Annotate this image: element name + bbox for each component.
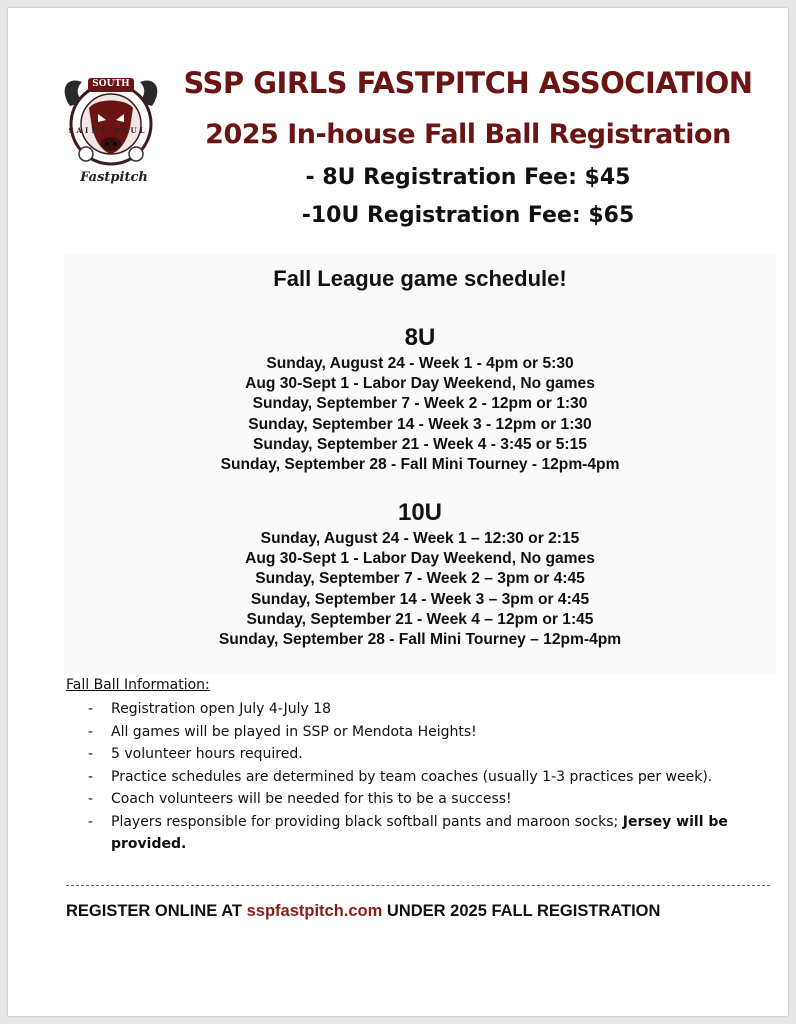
flyer-page [8,8,788,1016]
info-item-bold: Jersey will be provided. [111,813,728,852]
schedule-8u-list [64,354,776,475]
register-suffix: UNDER 2025 FALL REGISTRATION [386,902,661,920]
info-item: - Coach volunteers will be needed for this to be a success! [88,791,512,807]
info-item: - All games will be played in SSP or Mendota Heights! [88,723,477,740]
schedule-item: Sunday, August 24 - Week 1 – 12:30 or 2:15 [260,530,580,547]
info-item: - Players responsible for providing black softball pants and maroon socks; Jersey will be provided. [88,813,728,852]
schedule-item: Sunday, September 14 - Week 3 - 12pm or 1:30 [248,415,592,433]
schedule-item: Sunday, August 24 - Week 1 - 4pm or 5:30 [266,355,574,372]
info-item: - 5 volunteer hours required. [88,746,303,762]
divider [66,885,770,886]
page-subtitle: 2025 In-house Fall Ball Registration [205,119,731,150]
logo-script-text: Fastpitch [80,170,148,185]
info-item: - Practice schedules are determined by team coaches (usually 1-3 practices per week). [88,768,713,785]
logo-top-text: SOUTH [92,79,130,89]
page-title: SSP GIRLS FASTPITCH ASSOCIATION [183,66,753,100]
register-prefix: REGISTER ONLINE AT [66,902,243,920]
schedule-item: Sunday, September 28 - Fall Mini Tourney - 12pm-4pm [220,456,620,474]
info-item: - Registration open July 4-July 18 [88,701,332,717]
schedule-item: Sunday, September 14 - Week 3 – 3pm or 4:45 [250,590,590,608]
fee-8u: - 8U Registration Fee: $45 [305,165,631,190]
schedule-item: Sunday, September 7 - Week 2 – 3pm or 4:45 [255,570,585,588]
schedule-item: Aug 30-Sept 1 - Labor Day Weekend, No games [245,375,595,393]
logo-side-text: SAINT PAUL [68,126,148,135]
schedule-item: Sunday, September 21 - Week 4 - 3:45 or 5:15 [253,435,587,453]
schedule-8u-title: 8U [404,324,436,351]
register-link[interactable]: sspfastpitch.com [246,902,383,920]
fee-10u: -10U Registration Fee: $65 [301,203,635,228]
register-line [66,902,786,921]
schedule-item: Aug 30-Sept 1 - Labor Day Weekend, No games [245,550,595,568]
schedule-item: Sunday, September 21 - Week 4 – 12pm or 1:45 [246,610,594,628]
schedule-section [64,254,776,674]
schedule-item: Sunday, September 7 - Week 2 - 12pm or 1:30 [252,395,588,413]
info-title: Fall Ball Information: [66,677,210,693]
schedule-10u-title: 10U [397,499,443,526]
schedule-heading: Fall League game schedule! [273,266,567,291]
info-list [66,698,776,856]
bull-head-logo [56,66,166,191]
schedule-10u-list [64,529,776,650]
schedule-item: Sunday, September 28 - Fall Mini Tourney – 12pm-4pm [218,631,622,649]
